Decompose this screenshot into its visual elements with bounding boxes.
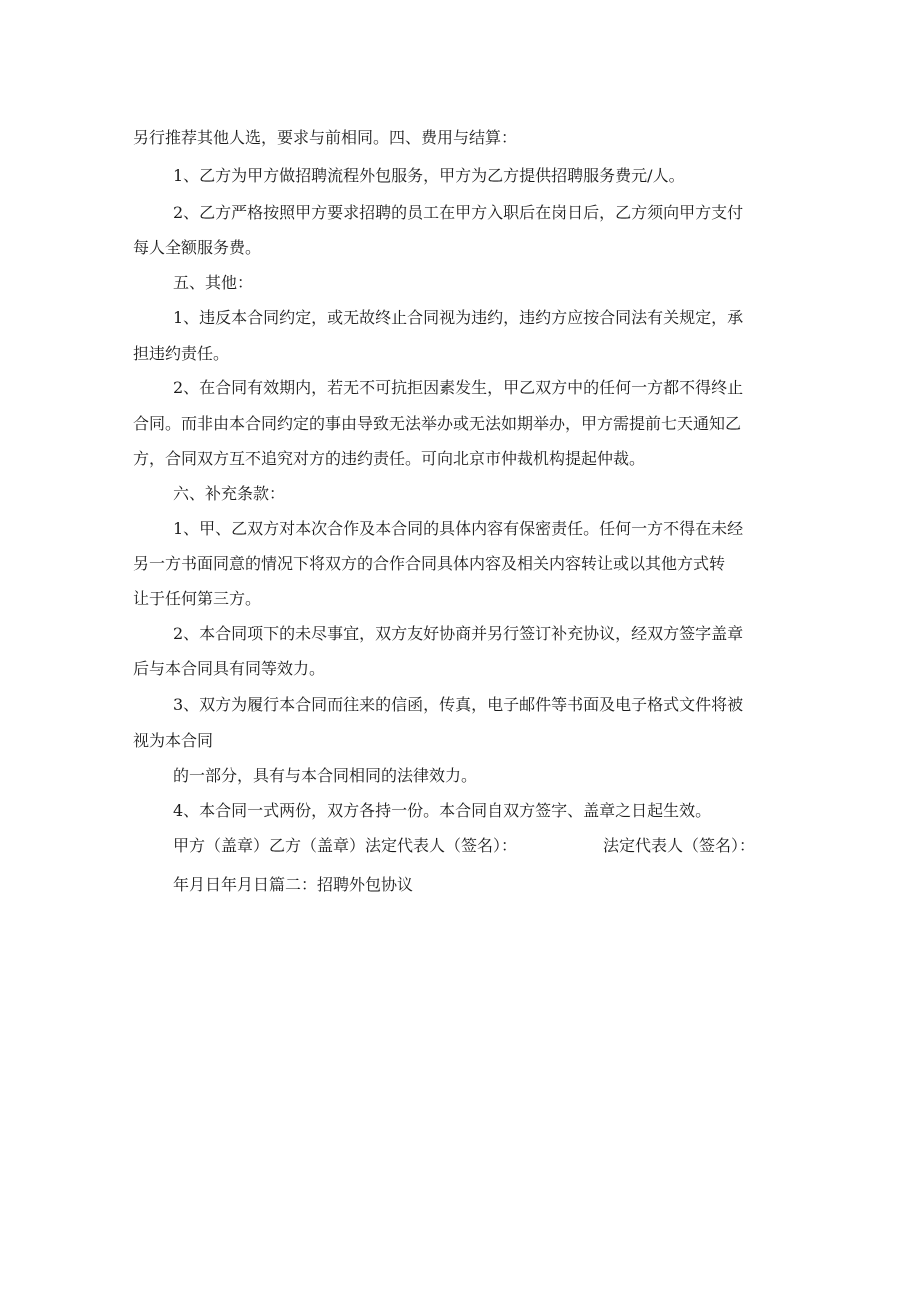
paragraph-line: 让于任何第三方。 bbox=[133, 589, 262, 608]
paragraph-line: 1、乙方为甲方做招聘流程外包服务，甲方为乙方提供招聘服务费元/人。 bbox=[173, 166, 685, 185]
paragraph-line: 2、在合同有效期内，若无不可抗拒因素发生，甲乙双方中的任何一方都不得终止 bbox=[173, 378, 744, 397]
signature-line-left: 甲方（盖章）乙方（盖章）法定代表人（签名）： bbox=[173, 836, 518, 855]
paragraph-line: 每人全额服务费。 bbox=[133, 238, 262, 257]
paragraph-line: 1、违反本合同约定，或无故终止合同视为违约，违约方应按合同法有关规定，承 bbox=[173, 308, 744, 327]
paragraph-line: 的一部分，具有与本合同相同的法律效力。 bbox=[173, 766, 478, 785]
paragraph-line: 3、双方为履行本合同而往来的信函，传真，电子邮件等书面及电子格式文件将被 bbox=[173, 695, 744, 714]
section-heading: 五、其他： bbox=[173, 273, 254, 292]
date-line: 年月日年月日篇二：招聘外包协议 bbox=[173, 875, 414, 894]
paragraph-line: 4、本合同一式两份，双方各持一份。本合同自双方签字、盖章之日起生效。 bbox=[173, 801, 712, 820]
paragraph-line: 视为本合同 bbox=[133, 731, 214, 750]
paragraph-line: 合同。而非由本合同约定的事由导致无法举办或无法如期举办，甲方需提前七天通知乙 bbox=[133, 414, 742, 433]
section-heading: 六、补充条款： bbox=[173, 484, 286, 503]
paragraph-line: 方，合同双方互不追究对方的违约责任。可向北京市仲裁机构提起仲裁。 bbox=[133, 449, 646, 468]
paragraph-line: 担违约责任。 bbox=[133, 344, 230, 363]
signature-line-right: 法定代表人（签名）： bbox=[603, 836, 756, 855]
paragraph-line: 2、本合同项下的未尽事宜，双方友好协商并另行签订补充协议，经双方签字盖章 bbox=[173, 624, 744, 643]
paragraph-line: 另行推荐其他人选，要求与前相同。四、费用与结算： bbox=[133, 128, 518, 147]
paragraph-line: 1、甲、乙双方对本次合作及本合同的具体内容有保密责任。任何一方不得在未经 bbox=[173, 519, 744, 538]
paragraph-line: 后与本合同具有同等效力。 bbox=[133, 659, 326, 678]
paragraph-line: 另一方书面同意的情况下将双方的合作合同具体内容及相关内容转让或以其他方式转 bbox=[133, 554, 726, 573]
paragraph-line: 2、乙方严格按照甲方要求招聘的员工在甲方入职后在岗日后，乙方须向甲方支付 bbox=[173, 203, 744, 222]
